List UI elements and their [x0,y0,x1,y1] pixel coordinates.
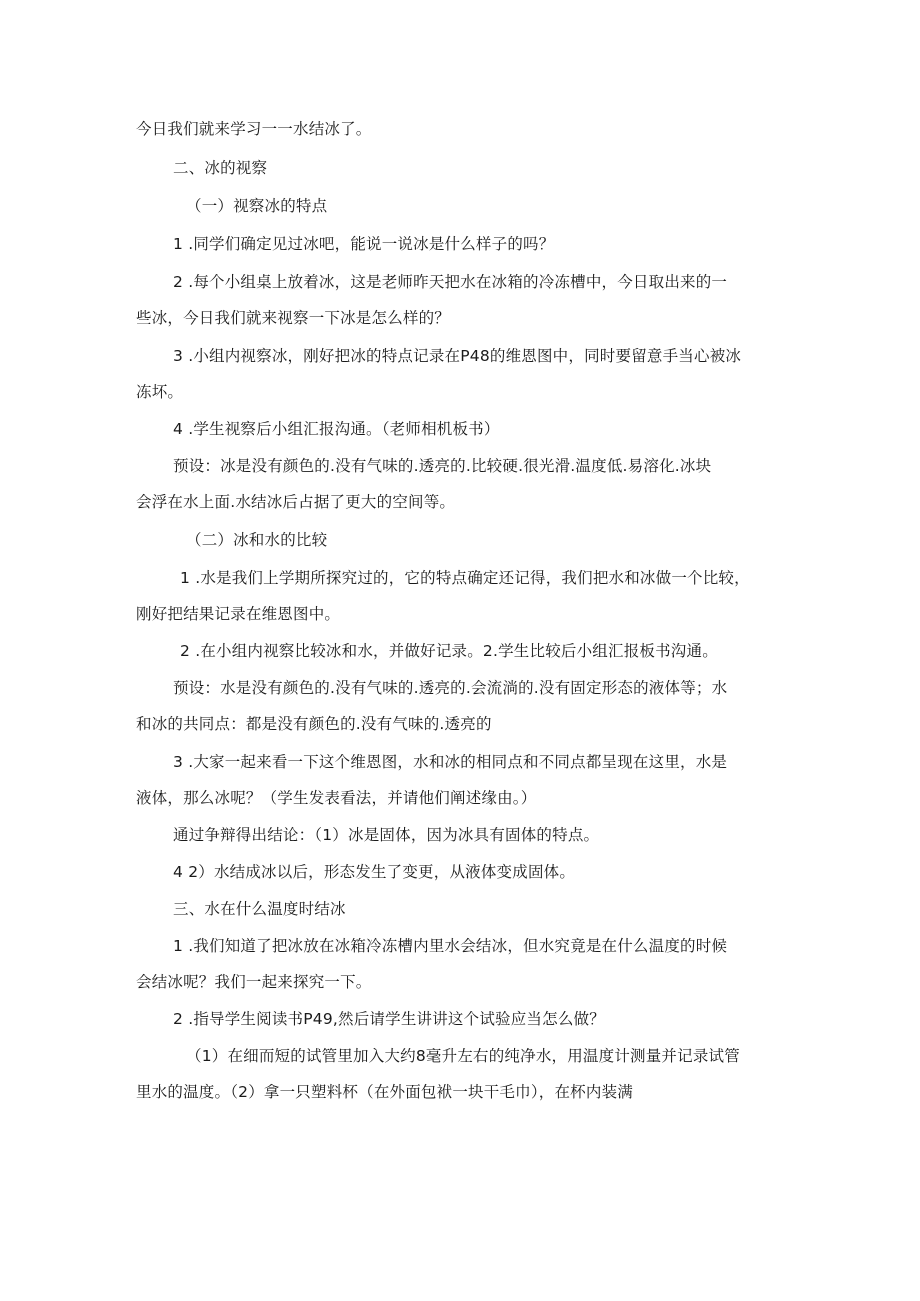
text-line: 和冰的共同点：都是没有颜色的.没有气味的.透亮的 [136,715,492,733]
text-line: 预设：冰是没有颜色的.没有气味的.透亮的.比较硬.很光滑.温度低.易溶化.冰块 [173,457,712,475]
text-line: 冻坏。 [136,383,184,401]
text-line: 些冰，今日我们就来视察一下冰是怎么样的？ [136,309,451,327]
text-line: 会浮在水上面.水结冰后占据了更大的空间等。 [136,493,456,511]
subsection-heading: （一）视察冰的特点 [186,197,328,215]
text-line: 会结冰呢？我们一起来探究一下。 [136,973,372,991]
text-line: 通过争辩得出结论：（1）冰是固体，因为冰具有固体的特点。 [173,826,600,844]
text-line: 1 .水是我们上学期所探究过的，它的特点确定还记得，我们把水和冰做一个比较， [180,569,750,587]
text-line: （1）在细而短的试管里加入大约8毫升左右的纯净水，用温度计测量并记录试管 [186,1047,740,1065]
text-line: 刚好把结果记录在维恩图中。 [136,605,341,623]
text-line: 液体，那么冰呢？（学生发表看法，并请他们阐述缘由。） [136,789,537,807]
text-line: 今日我们就来学习一一水结冰了。 [136,120,372,138]
text-line: 1 .我们知道了把冰放在冰箱冷冻槽内里水会结冰，但水究竟是在什么温度的时候 [173,937,728,955]
text-line: 2 .每个小组桌上放着冰，这是老师昨天把水在冰箱的冷冻槽中，今日取出来的一 [173,273,728,291]
subsection-heading: （二）冰和水的比较 [186,531,328,549]
text-line: 3 .小组内视察冰，刚好把冰的特点记录在P48的维恩图中，同时要留意手当心被冰 [173,347,742,365]
text-line: 2 .指导学生阅读书P49,然后请学生讲讲这个试验应当怎么做？ [173,1010,605,1028]
text-line: 3 .大家一起来看一下这个维恩图，水和冰的相同点和不同点都呈现在这里，水是 [173,753,728,771]
text-line: 2 .在小组内视察比较冰和水，并做好记录。2.学生比较后小组汇报板书沟通。 [180,642,718,660]
section-heading: 二、冰的视察 [173,159,268,177]
text-line: 4 .学生视察后小组汇报沟通。（老师相机板书） [173,420,500,438]
text-line: 里水的温度。（2）拿一只塑料杯（在外面包袱一块干毛巾），在杯内装满 [136,1083,633,1101]
section-heading: 三、水在什么温度时结冰 [173,900,346,918]
text-line: 预设：水是没有颜色的.没有气味的.透亮的.会流淌的.没有固定形态的液体等；水 [173,679,728,697]
text-line: 1 .同学们确定见过冰吧，能说一说冰是什么样子的吗？ [173,235,555,253]
text-line: 4 2）水结成冰以后，形态发生了变更，从液体变成固体。 [173,863,576,881]
